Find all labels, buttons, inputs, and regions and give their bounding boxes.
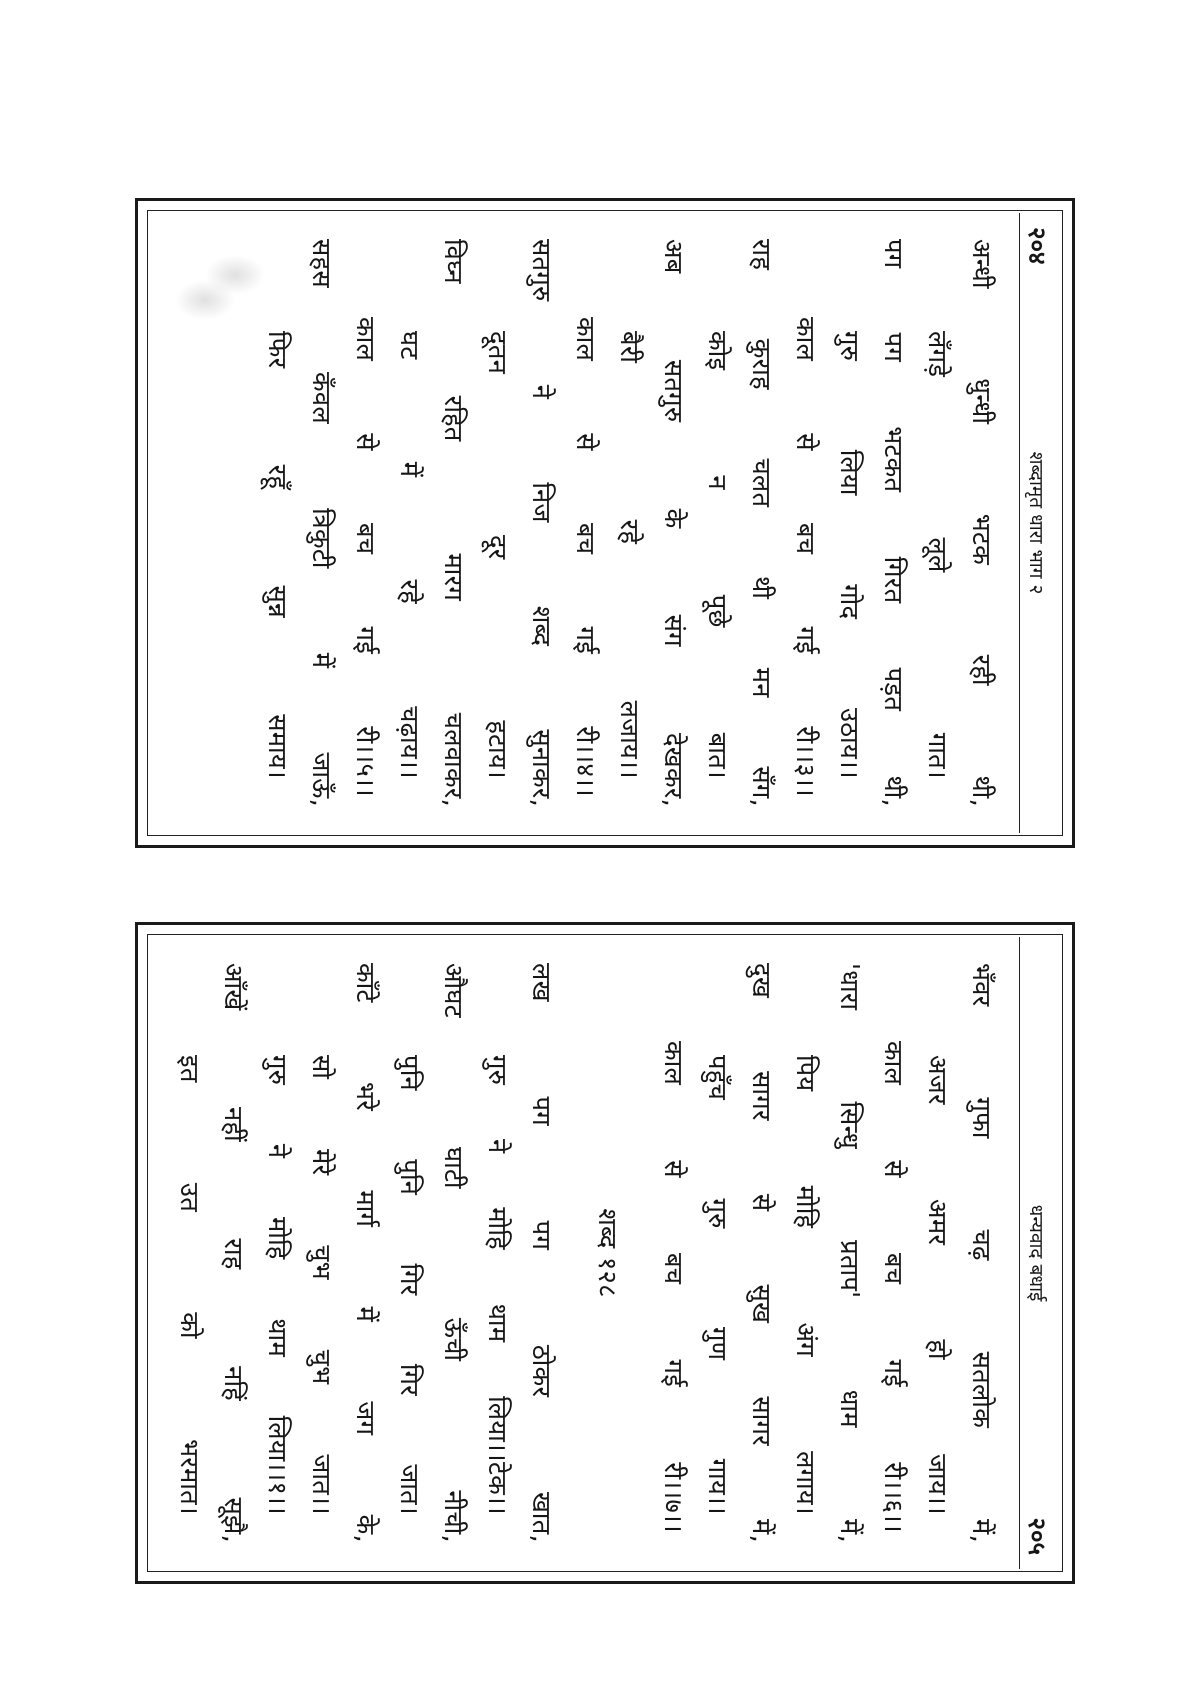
verse-word: जग [350,1401,380,1436]
verse-word: संग [658,614,688,647]
verse-word: कुराह [746,338,776,390]
verse-word: मोहि [790,1185,820,1229]
verse-line [475,963,519,1543]
verse-word: बच [570,523,600,555]
page-number: २०४ [1023,227,1051,265]
verse-line [255,963,299,1543]
running-head: शब्दामृत धारा भाग २ [1025,451,1048,595]
verse-line [431,963,475,1543]
verse-line [387,239,431,807]
verse-word: पहुँच [702,1055,732,1101]
verse-word: भरे [350,1082,380,1111]
verse-word: गई [790,626,820,655]
verse-word: थी [746,575,776,600]
verse-word: निज [526,482,556,523]
verse-word: राह [218,1238,248,1270]
verse-word: गाय।। [702,1458,732,1515]
verse-word: गुरु [262,1055,292,1086]
verse-word: पड़त [878,667,908,712]
verse-word: औघट [438,963,468,1018]
verse-word: के [658,508,688,529]
verse-word: प्रताप' [834,1240,864,1299]
verse-word: सागर [746,1071,776,1121]
verse-line [915,239,959,807]
verse-word: के, [350,1514,380,1543]
verse-word: चुभ [306,1349,336,1385]
verse-word: सुन्न [262,585,292,618]
verse-word: से [658,1160,688,1178]
verse-word: अब [658,239,688,274]
verse-word: ऊँची [438,1317,468,1362]
verse-word: री।।३।। [790,726,820,797]
verse-line [871,239,915,807]
verse-word: सुनाकर, [526,729,556,807]
verse-word: नीची, [438,1490,468,1543]
verse-word: उठाय।। [834,707,864,779]
verse-word: पुनि [394,1055,424,1091]
verse-word: गई [658,1359,688,1388]
verse-word: अजर [922,1055,952,1105]
verse-line [695,963,739,1543]
verse-word: गुरु [702,1198,732,1229]
verse-word: काल [658,1041,688,1086]
verse-word: में, [746,1519,776,1543]
verse-word: थाम [262,1318,292,1357]
verse-word: चलवाकर, [438,712,468,807]
stanza-gap [629,963,651,1543]
verse-line [519,239,563,807]
verse-word: विघ्न [438,239,468,284]
verse-word: चलत [746,458,776,508]
page-number: २०५ [1023,1517,1051,1555]
verse-word: री।।६।। [878,1462,908,1533]
verse-word: हटाय। [482,720,512,779]
verse-line [651,239,695,807]
verse-word: जाऊँ, [306,752,336,807]
verse-word: रहे [614,519,644,545]
verse-word: गिर [394,1263,424,1296]
verse-word: गई [350,626,380,655]
verse-word: आँखें [218,963,248,1011]
verse-word: इत [174,1055,204,1083]
verse-word: पिय [790,1055,820,1092]
verse-word: लिया।।१।। [262,1415,292,1515]
verse-line [387,963,431,1543]
verse-word: देखकर, [658,732,688,807]
verse-word: दूतन [482,331,512,375]
verse-word: ने [262,1143,292,1159]
verse-line [343,239,387,807]
verse-body [155,213,1003,833]
verse-word: थाम [482,1303,512,1343]
verse-word: को [174,1312,204,1339]
verse-word: काल [878,1041,908,1086]
verse-word: रहूँ [262,464,292,490]
verse-word: अंग [790,1322,820,1357]
verse-word: पग [878,239,908,269]
verse-line [343,963,387,1543]
verse-word: शब्द [526,605,556,647]
page-205-frame [135,922,1075,1584]
verse-word: चढ़ाय।। [394,706,424,779]
verse-word: गई [878,1359,908,1388]
verse-word: गुरु [482,1055,512,1086]
verse-word: मोहि [262,1216,292,1260]
verse-word: बच [878,1253,908,1285]
verse-word: खात, [526,1491,556,1543]
verse-line [915,963,959,1543]
verse-word: री।।४।। [570,726,600,797]
verse-word: दूर [482,534,512,560]
verse-word: लगाय। [790,1451,820,1515]
verse-word: गिरत [878,556,908,604]
verse-line [255,239,299,807]
verse-line [475,239,519,807]
verse-word: सँग, [746,766,776,807]
verse-word: अन्धी [966,239,996,289]
verse-word: भँवर [966,963,996,1007]
verse-line [783,963,827,1543]
verse-word: लजाय।। [614,700,644,779]
verse-word: धुन्धी [966,378,996,425]
verse-word: ने [526,384,556,400]
verse-word: भटक [966,513,996,566]
verse-line [167,963,211,1543]
verse-word: सागर [746,1396,776,1446]
page-204-frame [135,198,1075,848]
verse-line [211,963,255,1543]
verse-word: पग [526,1096,556,1126]
verse-word: काँटे [350,963,380,1003]
verse-word: समाय। [262,714,292,779]
verse-word: गिर [394,1363,424,1396]
verse-line [959,963,1003,1543]
verse-word: में [350,1306,380,1323]
verse-word: पुनि [394,1159,424,1196]
verse-word: बच [658,1253,688,1285]
verse-word: सो [306,1055,336,1080]
verse-word: से [790,433,820,451]
verse-line [563,239,607,807]
verse-line [739,239,783,807]
verse-word: चढ़ [966,1229,996,1261]
verse-word: उत [174,1182,204,1213]
verse-word: काल [350,317,380,362]
verse-word: बात। [702,732,732,779]
verse-word: लिया [834,449,864,496]
verse-line [607,239,651,807]
verse-word: में [306,652,336,669]
verse-word: गात। [922,732,952,779]
verse-word: बच [350,523,380,555]
verse-word: गुफा [966,1097,996,1139]
verse-word: भरमात। [174,1439,204,1515]
scan-smudge [175,280,235,320]
verse-line [827,963,871,1543]
verse-word: नहिं [218,1366,248,1401]
verse-word: लूले [922,537,952,573]
verse-line [783,239,827,807]
verse-word: सूझै, [218,1497,248,1543]
verse-line [299,963,343,1543]
verse-word: थी, [878,775,908,807]
verse-word: जाय।। [922,1454,952,1515]
verse-word: काल [570,317,600,362]
verse-word: में [394,461,424,478]
verse-word: री।।७।। [658,1462,688,1533]
verse-word: हो [922,1339,952,1360]
verse-word: न [702,475,732,490]
verse-line [739,963,783,1543]
verse-word: बैरी [614,331,644,364]
verse-word: री।।५।। [350,726,380,797]
verse-word: गई [570,626,600,655]
verse-word: से [350,433,380,451]
verse-word: सतगुरु [658,359,688,423]
verse-word: मन [746,667,776,698]
verse-word: ठोकर [526,1344,556,1398]
verse-word: कँवल [306,372,336,424]
verse-line [651,963,695,1543]
verse-word: रहे [394,579,424,605]
verse-word: चुभ [306,1245,336,1280]
verse-word: रहित [438,395,468,442]
verse-word: लँगड़े [922,331,952,378]
verse-word: मोहि [482,1207,512,1250]
verse-word: काल [790,317,820,362]
verse-line [827,239,871,807]
verse-word: ने [482,1139,512,1154]
verse-word: गोद [834,584,864,620]
verse-word: मारग [438,553,468,601]
verse-word: लिया।।टेक।। [482,1396,512,1515]
verse-word: भटकत [878,426,908,493]
page-205-content [155,937,1055,1569]
verse-word: अमर [922,1199,952,1246]
verse-word: बच [790,523,820,555]
verse-word: घट [394,331,424,360]
verse-word: सतगुरु [526,239,556,302]
verse-word: मार्ग [350,1190,380,1228]
verse-line [959,239,1003,807]
verse-word: रही [966,654,996,686]
verse-word: धाम [834,1389,864,1428]
verse-word: से [746,1193,776,1212]
verse-line [519,963,563,1543]
verse-word: 'धारा [834,963,864,1011]
verse-word: में, [966,1519,996,1543]
verse-word: सतलोक [966,1351,996,1429]
verse-word: सिन्धु [834,1101,864,1149]
verse-word: से [878,1160,908,1178]
verse-line [871,963,915,1543]
section-heading: शब्द १२८ [592,1208,622,1298]
verse-word: पग [878,332,908,363]
verse-line [695,239,739,807]
verse-word: मेरे [306,1149,336,1176]
verse-word: पग [526,1220,556,1251]
verse-word: गुरु [834,331,864,362]
verse-word: घाटी [438,1147,468,1189]
stanza-gap [563,963,585,1543]
verse-word: जात।। [306,1454,336,1515]
verse-word: नहीं [218,1107,248,1142]
page-204-header [1019,213,1055,833]
verse-word: सुख [746,1284,776,1324]
verse-word: लख [526,963,556,1002]
running-head: धन्यवाद बधाई [1025,1204,1048,1302]
page-205-header [1019,937,1055,1569]
verse-word: त्रिकुटी [306,508,336,569]
verse-word: थी, [966,775,996,807]
verse-word: गुण [702,1326,732,1361]
verse-word: से [570,433,600,451]
verse-word: दुख [746,963,776,998]
verse-body [155,937,1003,1569]
verse-word: जात। [394,1464,424,1515]
verse-line [431,239,475,807]
verse-word: पूछे [702,594,732,628]
verse-word: में, [834,1519,864,1543]
verse-word: कोइ [702,331,732,371]
verse-word: फिर [262,331,292,369]
page-204-content [155,213,1055,833]
verse-line [299,239,343,807]
verse-word: राह [746,239,776,271]
verse-word: सहस [306,239,336,288]
